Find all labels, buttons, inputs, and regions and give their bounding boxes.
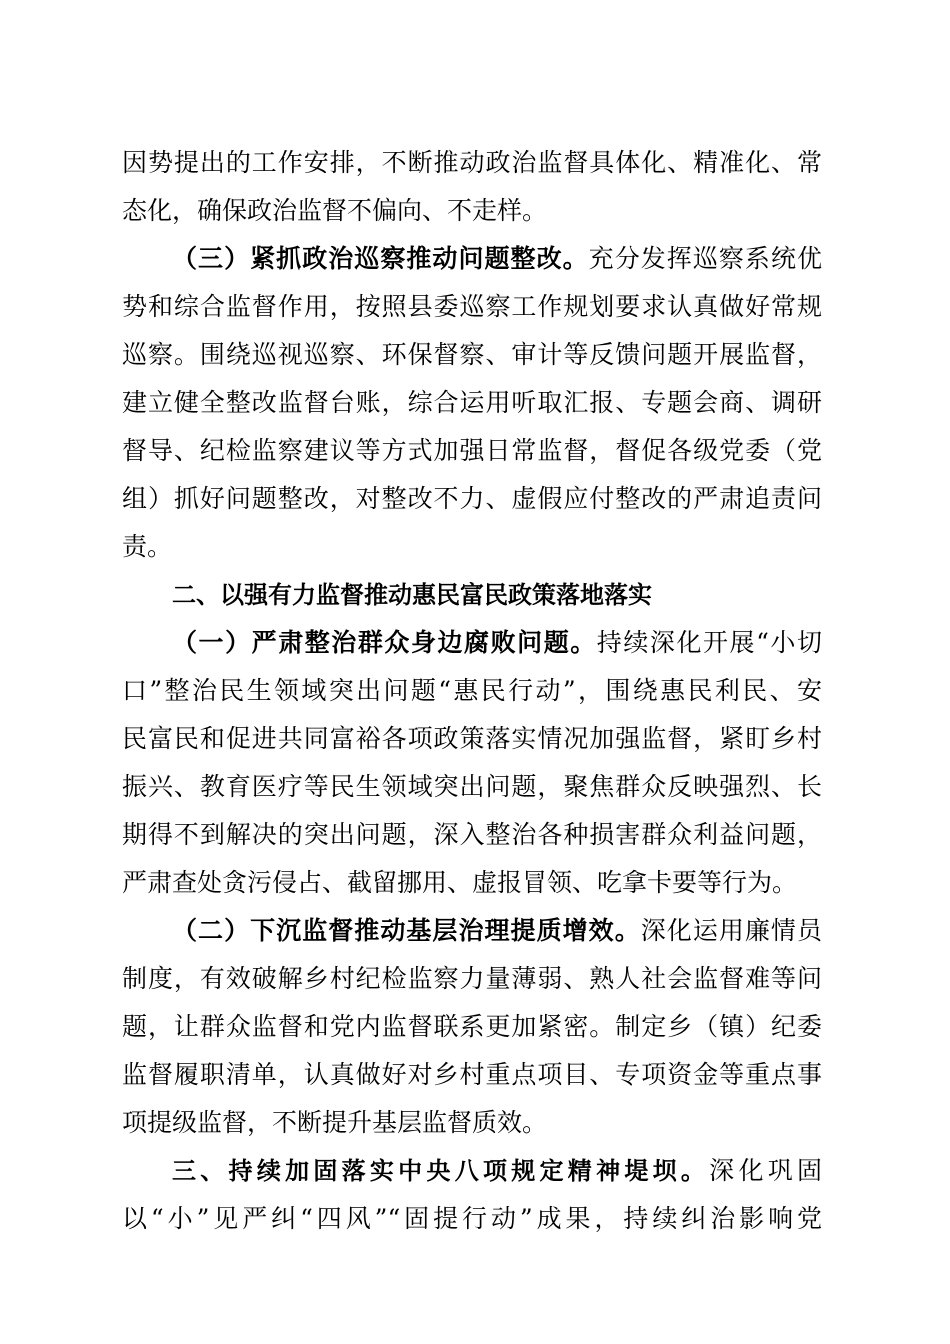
paragraph-line bbox=[172, 237, 822, 281]
paragraph-line: 振兴、教育医疗等民生领域突出问题，聚焦群众反映强烈、长 bbox=[122, 772, 822, 801]
paragraph-line bbox=[172, 1149, 822, 1193]
section-heading-3: 三、持续加固落实中央八项规定精神堤坝。 bbox=[172, 1157, 710, 1185]
paragraph-line: 责。 bbox=[122, 532, 173, 561]
subsection-title-2: （二）下沉监督推动基层治理提质增效。 bbox=[172, 916, 641, 945]
paragraph-line: 制度，有效破解乡村纪检监察力量薄弱、熟人社会监督难等问 bbox=[122, 964, 822, 993]
subsection-title-3: （三）紧抓政治巡察推动问题整改。 bbox=[172, 244, 589, 273]
paragraph-line: 督导、纪检监察建议等方式加强日常监督，督促各级党委（党 bbox=[122, 436, 822, 465]
paragraph-line: 因势提出的工作安排，不断推动政治监督具体化、精准化、常 bbox=[122, 148, 822, 177]
paragraph-line: 建立健全整改监督台账，综合运用听取汇报、专题会商、调研 bbox=[122, 388, 822, 417]
paragraph-text: 持续深化开展“小切 bbox=[596, 628, 822, 657]
paragraph-line: 民富民和促进共同富裕各项政策落实情况加强监督，紧盯乡村 bbox=[122, 724, 822, 753]
paragraph-line: 态化，确保政治监督不偏向、不走样。 bbox=[122, 196, 548, 225]
paragraph-line: 监督履职清单，认真做好对乡村重点项目、专项资金等重点事 bbox=[122, 1060, 822, 1089]
paragraph-line: 严肃查处贪污侵占、截留挪用、虚报冒领、吃拿卡要等行为。 bbox=[122, 868, 798, 897]
paragraph-line bbox=[172, 621, 822, 665]
section-heading-2: 二、以强有力监督推动惠民富民政策落地落实 bbox=[172, 581, 652, 609]
paragraph-text: 深化巩固 bbox=[709, 1156, 822, 1185]
paragraph-line: 项提级监督，不断提升基层监督质效。 bbox=[122, 1108, 548, 1137]
paragraph-line: 以“小”见严纠“四风”“固提行动”成果，持续纠治影响党 bbox=[122, 1204, 822, 1233]
paragraph-line: 口”整治民生领域突出问题“惠民行动”，围绕惠民利民、安 bbox=[122, 676, 822, 705]
paragraph-line: 巡察。围绕巡视巡察、环保督察、审计等反馈问题开展监督， bbox=[122, 340, 822, 369]
paragraph-line: 组）抓好问题整改，对整改不力、虚假应付整改的严肃追责问 bbox=[122, 484, 822, 513]
subsection-title-1: （一）严肃整治群众身边腐败问题。 bbox=[172, 628, 597, 657]
paragraph-line: 题，让群众监督和党内监督联系更加紧密。制定乡（镇）纪委 bbox=[122, 1012, 822, 1041]
paragraph-text: 充分发挥巡察系统优 bbox=[588, 244, 822, 273]
paragraph-line: 期得不到解决的突出问题，深入整治各种损害群众利益问题， bbox=[122, 820, 822, 849]
paragraph-text: 深化运用廉情员 bbox=[640, 916, 822, 945]
paragraph-line bbox=[172, 909, 822, 953]
paragraph-line: 势和综合监督作用，按照县委巡察工作规划要求认真做好常规 bbox=[122, 292, 822, 321]
